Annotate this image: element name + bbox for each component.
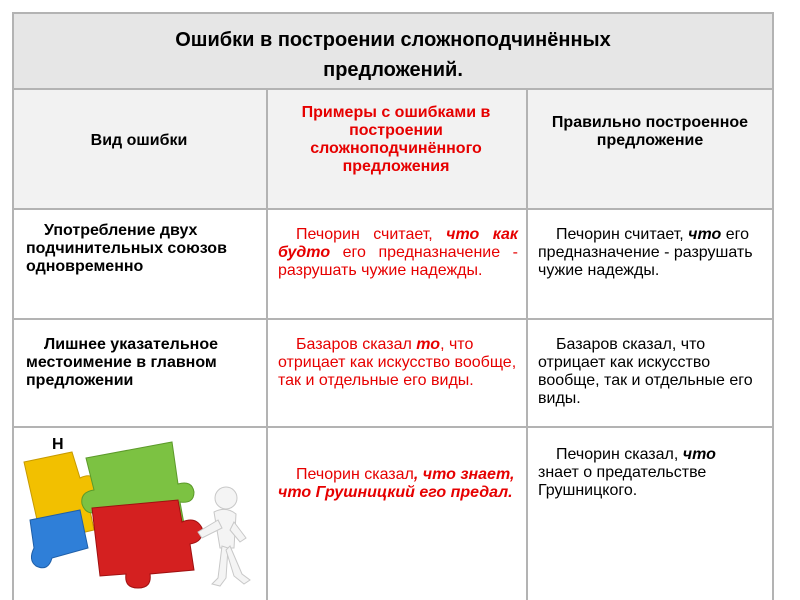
- header-error-type: Вид ошибки: [90, 132, 188, 149]
- header-correct-sentence: Правильно построенное предложение: [551, 114, 749, 149]
- wrong-example-cell: [268, 336, 524, 390]
- correct-text: знает о предательстве Грушницкого.: [538, 464, 707, 499]
- wrong-highlight: , что знает, что Грушницкий его предал.: [278, 466, 515, 501]
- header-row: [14, 90, 772, 208]
- correct-sentence-cell: [528, 446, 772, 500]
- wrong-text: Печорин считает,: [296, 226, 447, 243]
- error-type-cell: Лишнее указательное местоимение в главном предложении: [26, 336, 219, 389]
- correct-sentence-cell: [528, 226, 772, 280]
- correct-sentence-cell: Базаров сказал, что отрицает как искусство вообще, так и отдельные его виды.: [538, 336, 753, 407]
- column-divider: [526, 90, 528, 600]
- wrong-text: его предназначение - разрушать чужие надежды.: [278, 244, 518, 279]
- table-row: [14, 320, 772, 426]
- wrong-text: , что отрицает как искусство вообще, так и отдельные его виды.: [278, 336, 517, 389]
- puzzle-man-icon: [22, 438, 268, 590]
- wrong-example-cell: [268, 226, 524, 280]
- wrong-highlight: то: [416, 336, 441, 353]
- title-row: [14, 12, 772, 90]
- error-type-cell: Употребление двух подчинительных союзов одновременно: [26, 222, 227, 275]
- correct-text: его предназначение - разрушать чужие надежды.: [538, 226, 753, 279]
- correct-highlight: что: [688, 226, 722, 243]
- wrong-example-cell: [268, 466, 524, 502]
- wrong-highlight: что как будто: [278, 226, 518, 261]
- correct-text: Печорин сказал,: [556, 446, 683, 463]
- correct-highlight: что: [682, 446, 716, 463]
- correct-text: Печорин считает,: [556, 226, 689, 243]
- wrong-text: Печорин сказал: [296, 466, 414, 483]
- error-type-cell: Н: [52, 436, 64, 453]
- wrong-text: Базаров сказал: [296, 336, 417, 353]
- header-wrong-examples: Примеры с ошибками в построении сложноподчинённого предложения: [301, 104, 491, 175]
- table-row: [14, 210, 772, 318]
- page-title: Ошибки в построении сложноподчинённых предложений.: [175, 29, 611, 81]
